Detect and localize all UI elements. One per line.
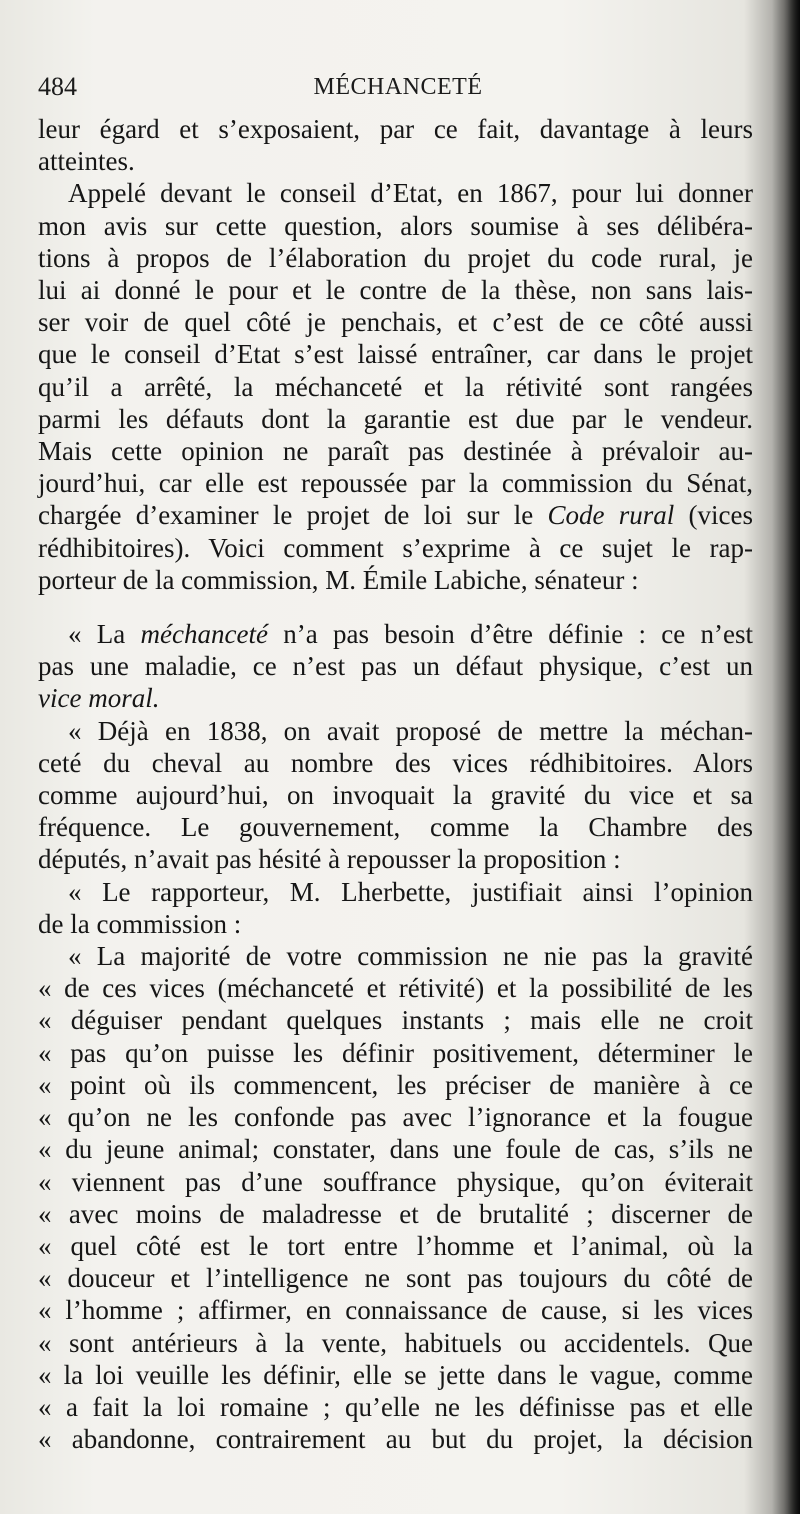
text-line: « du jeune animal; constater, dans une foule de cas, s’ils ne — [38, 1134, 753, 1165]
text-line: « la loi veuille les définir, elle se jette dans le vague, comme — [38, 1359, 753, 1390]
text-segment: « La — [68, 619, 141, 650]
text-segment: n’a pas besoin d’être définie : ce n’est — [267, 619, 753, 650]
text-line: « point où ils commencent, les préciser de manière à ce — [38, 1069, 753, 1100]
text-line: fréquence. Le gouvernement, comme la Chambre des — [38, 812, 753, 843]
page-number: 484 — [38, 72, 77, 101]
text-line: jourd’hui, car elle est repoussée par la commission du Sénat, — [38, 468, 753, 499]
text-line: « a fait la loi romaine ; qu’elle ne les définisse pas et elle — [38, 1391, 753, 1422]
italic-segment: méchanceté — [140, 619, 268, 650]
text-line: atteintes. — [38, 146, 135, 177]
text-line — [38, 682, 753, 714]
text-line: « Déjà en 1838, on avait proposé de mettre la méchan- — [68, 715, 753, 746]
text-segment: chargée d’examiner le projet de loi sur le — [38, 500, 548, 531]
text-line: tions à propos de l’élaboration du projet du code rural, je — [38, 242, 753, 273]
italic-segment: vice moral. — [38, 683, 160, 714]
paragraph-gap — [38, 596, 753, 618]
text-line: comme aujourd’hui, on invoquait la gravité du vice et sa — [38, 780, 753, 811]
text-line: « sont antérieurs à la vente, habituels ou accidentels. Que — [38, 1327, 753, 1358]
body-text — [38, 113, 753, 1455]
text-line: « La majorité de votre commission ne nie pas la gravité — [68, 941, 753, 972]
text-line: « déguiser pendant quelques instants ; mais elle ne croit — [38, 1005, 753, 1036]
text-line: que le conseil d’Etat s’est laissé entraîner, car dans le projet — [38, 339, 753, 370]
text-line: lui ai donné le pour et le contre de la thèse, non sans lais- — [38, 275, 753, 306]
text-line: mon avis sur cette question, alors soumise à ses délibéra- — [38, 210, 753, 241]
text-line: ceté du cheval au nombre des vices rédhibitoires. Alors — [38, 747, 753, 778]
text-line: parmi les défauts dont la garantie est due par le vendeur. — [38, 403, 753, 434]
running-head: MÉCHANCETÉ — [313, 74, 483, 100]
text-line: pas une maladie, ce n’est pas un défaut physique, c’est un — [38, 651, 753, 682]
text-line: porteur de la commission, M. Émile Labiche, sénateur : — [38, 564, 639, 595]
text-line: « avec moins de maladresse et de brutalité ; discerner de — [38, 1198, 753, 1229]
text-line: « de ces vices (méchanceté et rétivité) et la possibilité de les — [38, 973, 753, 1004]
text-line: députés, n’avait pas hésité à repousser la proposition : — [38, 844, 621, 875]
text-line: « douceur et l’intelligence ne sont pas toujours du côté de — [38, 1263, 753, 1294]
text-line: ser voir de quel côté je penchais, et c’est de ce côté aussi — [38, 307, 753, 338]
text-line: « Le rapporteur, M. Lherbette, justifiait ainsi l’opinion — [68, 876, 753, 907]
text-line: « qu’on ne les confonde pas avec l’ignorance et la fougue — [38, 1102, 753, 1133]
text-segment: (vices — [674, 500, 754, 531]
text-line: qu’il a arrêté, la méchanceté et la rétivité sont rangées — [38, 371, 753, 402]
text-line: « abandonne, contrairement au but du projet, la décision — [38, 1424, 753, 1455]
text-line — [38, 618, 753, 650]
text-line — [38, 499, 753, 531]
spine-shadow — [772, 0, 800, 1514]
text-line: « viennent pas d’une souffrance physique, qu’on éviterait — [38, 1166, 753, 1197]
text-line: leur égard et s’exposaient, par ce fait, davantage à leurs — [38, 114, 753, 144]
text-line: « pas qu’on puisse les définir positivement, déterminer le — [38, 1037, 753, 1068]
text-line: Appelé devant le conseil d’Etat, en 1867, pour lui donner — [68, 178, 753, 209]
text-line: rédhibitoires). Voici comment s’exprime à ce sujet le rap- — [38, 532, 753, 563]
text-line: « quel côté est le tort entre l’homme et l’animal, où la — [38, 1230, 753, 1261]
text-line: « l’homme ; affirmer, en connaissance de cause, si les vices — [38, 1295, 753, 1326]
page-header — [38, 72, 758, 106]
text-line: de la commission : — [38, 908, 242, 939]
text-line: Mais cette opinion ne paraît pas destinée à prévaloir au- — [38, 436, 753, 467]
italic-segment: Code rural — [547, 500, 675, 531]
